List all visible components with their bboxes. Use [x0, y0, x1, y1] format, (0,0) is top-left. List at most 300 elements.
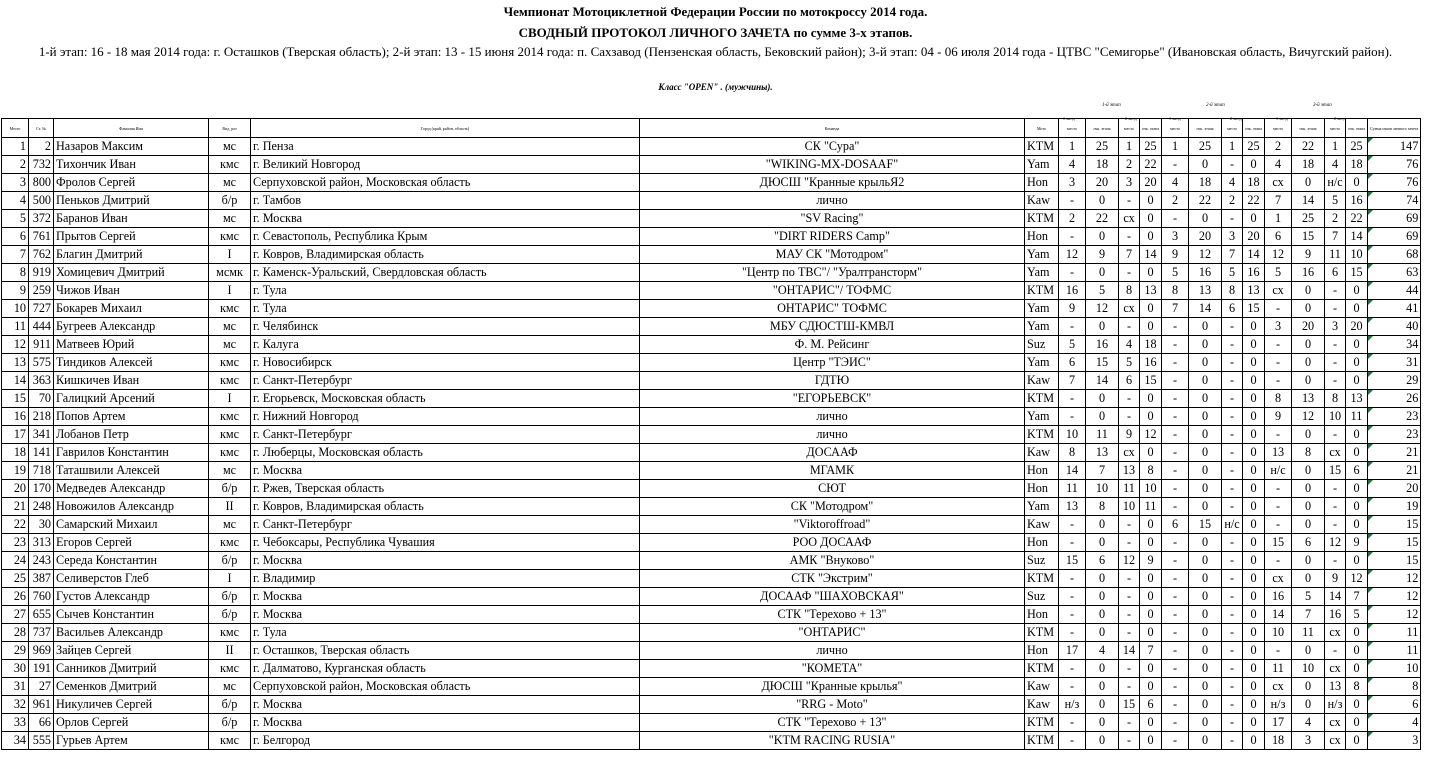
s1-h1-place-cell: 15	[1059, 552, 1086, 570]
s1-h2-points-cell: 25	[1140, 138, 1162, 156]
moto-cell: KTM	[1025, 714, 1059, 732]
s1-h1-place-cell: 10	[1059, 426, 1086, 444]
col-s2-h2-points: очк. этапа	[1243, 119, 1265, 138]
s3-h2-points-cell: 16	[1346, 192, 1368, 210]
s1-h1-points-cell: 25	[1086, 138, 1119, 156]
rider-name-cell: Гаврилов Константин	[54, 444, 209, 462]
s2-h1-place-cell: -	[1162, 642, 1189, 660]
rank-cell: мс	[209, 462, 251, 480]
col-s1-h2-points: очк. этапа	[1140, 119, 1162, 138]
city-cell: г. Нижний Новгород	[251, 408, 640, 426]
place-cell: 22	[2, 516, 29, 534]
rider-name-cell: Попов Артем	[54, 408, 209, 426]
team-cell: СК "Сура"	[640, 138, 1025, 156]
table-row	[2, 228, 1421, 246]
total-points-cell: 21	[1368, 444, 1421, 462]
s2-h2-points-cell: 0	[1243, 462, 1265, 480]
s2-h2-points-cell: 22	[1243, 192, 1265, 210]
s2-h2-place-cell: -	[1222, 642, 1243, 660]
s1-h1-place-cell: 13	[1059, 498, 1086, 516]
moto-cell: KTM	[1025, 390, 1059, 408]
table-row	[2, 156, 1421, 174]
s2-h1-place-cell: 5	[1162, 264, 1189, 282]
s1-h2-place-cell: -	[1119, 606, 1140, 624]
s1-h2-place-cell: -	[1119, 318, 1140, 336]
s1-h1-place-cell: -	[1059, 588, 1086, 606]
s3-h1-points-cell: 10	[1292, 660, 1325, 678]
s2-h1-points-cell: 0	[1189, 372, 1222, 390]
total-points-cell: 76	[1368, 156, 1421, 174]
col-place: Место	[2, 119, 29, 138]
s1-h1-place-cell: 9	[1059, 300, 1086, 318]
s2-h2-place-cell: -	[1222, 696, 1243, 714]
moto-cell: Kaw	[1025, 444, 1059, 462]
moto-cell: Yam	[1025, 264, 1059, 282]
s3-h1-place-cell: 6	[1265, 228, 1292, 246]
total-points-cell: 6	[1368, 696, 1421, 714]
s2-h1-points-cell: 0	[1189, 570, 1222, 588]
s3-h2-place-cell: -	[1325, 336, 1346, 354]
s1-h2-points-cell: 11	[1140, 498, 1162, 516]
s1-h2-place-cell: 12	[1119, 552, 1140, 570]
team-cell: АМК "Внуково"	[640, 552, 1025, 570]
total-points-cell: 23	[1368, 408, 1421, 426]
s3-h2-points-cell: 9	[1346, 534, 1368, 552]
rider-name-cell: Никуличев Сергей	[54, 696, 209, 714]
team-cell: лично	[640, 192, 1025, 210]
s1-h1-points-cell: 0	[1086, 732, 1119, 750]
s1-h1-points-cell: 0	[1086, 516, 1119, 534]
s2-h2-points-cell: 0	[1243, 156, 1265, 174]
place-cell: 32	[2, 696, 29, 714]
total-points-cell: 11	[1368, 624, 1421, 642]
s2-h1-points-cell: 0	[1189, 390, 1222, 408]
rank-cell: кмс	[209, 534, 251, 552]
s2-h2-points-cell: 0	[1243, 660, 1265, 678]
s3-h2-points-cell: 12	[1346, 570, 1368, 588]
col-s2-h2-place: место	[1222, 119, 1243, 138]
s1-h1-points-cell: 8	[1086, 498, 1119, 516]
rank-cell: кмс	[209, 444, 251, 462]
stage-3-label: 3-й этап	[1313, 103, 1332, 108]
table-row	[2, 714, 1421, 732]
s1-h2-points-cell: 0	[1140, 588, 1162, 606]
s2-h1-place-cell: -	[1162, 426, 1189, 444]
s1-h1-place-cell: -	[1059, 264, 1086, 282]
rider-name-cell: Самарский Михаил	[54, 516, 209, 534]
s2-h2-points-cell: 0	[1243, 642, 1265, 660]
s2-h1-place-cell: -	[1162, 714, 1189, 732]
s1-h2-place-cell: 3	[1119, 174, 1140, 192]
heat-label: 2 заезд	[1230, 116, 1242, 121]
col-s1-h1-points: очк. этапа	[1086, 119, 1119, 138]
moto-cell: Hon	[1025, 642, 1059, 660]
rank-cell: мсмк	[209, 264, 251, 282]
s2-h1-place-cell: 4	[1162, 174, 1189, 192]
s1-h2-place-cell: -	[1119, 192, 1140, 210]
s1-h2-place-cell: 1	[1119, 138, 1140, 156]
s1-h1-place-cell: -	[1059, 624, 1086, 642]
rank-cell: I	[209, 246, 251, 264]
s3-h1-points-cell: 11	[1292, 624, 1325, 642]
s2-h2-points-cell: 16	[1243, 264, 1265, 282]
rider-name-cell: Галицкий Арсений	[54, 390, 209, 408]
s2-h1-place-cell: -	[1162, 480, 1189, 498]
s2-h1-points-cell: 0	[1189, 642, 1222, 660]
city-cell: г. Егорьевск, Московская область	[251, 390, 640, 408]
s1-h2-points-cell: 0	[1140, 606, 1162, 624]
s1-h2-place-cell: 15	[1119, 696, 1140, 714]
team-cell: ОНТАРИС" ТОФМС	[640, 300, 1025, 318]
team-cell: ДЮСШ "Кранные крыльЯ2	[640, 174, 1025, 192]
s3-h1-points-cell: 22	[1292, 138, 1325, 156]
moto-cell: Yam	[1025, 408, 1059, 426]
s3-h1-place-cell: сх	[1265, 678, 1292, 696]
rank-cell: кмс	[209, 408, 251, 426]
s2-h2-points-cell: 0	[1243, 318, 1265, 336]
city-cell: г. Белгород	[251, 732, 640, 750]
place-cell: 12	[2, 336, 29, 354]
s3-h1-place-cell: 13	[1265, 444, 1292, 462]
s2-h2-place-cell: 1	[1222, 138, 1243, 156]
city-cell: г. Ржев, Тверская область	[251, 480, 640, 498]
city-cell: г. Пенза	[251, 138, 640, 156]
start-no-cell: 363	[29, 372, 54, 390]
moto-cell: KTM	[1025, 210, 1059, 228]
table-row	[2, 498, 1421, 516]
s1-h1-points-cell: 0	[1086, 192, 1119, 210]
s1-h1-place-cell: 7	[1059, 372, 1086, 390]
start-no-cell: 2	[29, 138, 54, 156]
table-row	[2, 318, 1421, 336]
s3-h1-place-cell: 4	[1265, 156, 1292, 174]
team-cell: МГАМК	[640, 462, 1025, 480]
s3-h1-points-cell: 15	[1292, 228, 1325, 246]
team-cell: "КОМЕТА"	[640, 660, 1025, 678]
s2-h1-place-cell: -	[1162, 372, 1189, 390]
moto-cell: Yam	[1025, 300, 1059, 318]
s1-h2-points-cell: 0	[1140, 714, 1162, 732]
s3-h1-points-cell: 20	[1292, 318, 1325, 336]
rank-cell: мс	[209, 138, 251, 156]
rank-cell: I	[209, 390, 251, 408]
rider-name-cell: Гурьев Артем	[54, 732, 209, 750]
rider-name-cell: Новожилов Александр	[54, 498, 209, 516]
total-points-cell: 12	[1368, 606, 1421, 624]
s3-h2-place-cell: 4	[1325, 156, 1346, 174]
s2-h2-place-cell: 2	[1222, 192, 1243, 210]
s2-h1-place-cell: -	[1162, 732, 1189, 750]
table-row	[2, 480, 1421, 498]
s3-h2-place-cell: -	[1325, 282, 1346, 300]
table-row	[2, 570, 1421, 588]
s2-h1-place-cell: -	[1162, 624, 1189, 642]
rider-name-cell: Тихончик Иван	[54, 156, 209, 174]
total-points-cell: 21	[1368, 462, 1421, 480]
team-cell: Ф. М. Рейсинг	[640, 336, 1025, 354]
s3-h2-place-cell: сх	[1325, 444, 1346, 462]
place-cell: 6	[2, 228, 29, 246]
heat-label: 1 заезд	[1169, 116, 1181, 121]
total-points-cell: 8	[1368, 678, 1421, 696]
s1-h2-points-cell: 20	[1140, 174, 1162, 192]
s1-h1-place-cell: 6	[1059, 354, 1086, 372]
start-no-cell: 444	[29, 318, 54, 336]
team-cell: "WIKING-MX-DOSAAF"	[640, 156, 1025, 174]
city-cell: г. Тамбов	[251, 192, 640, 210]
s3-h2-place-cell: -	[1325, 480, 1346, 498]
s2-h1-place-cell: 6	[1162, 516, 1189, 534]
s3-h1-place-cell: -	[1265, 480, 1292, 498]
s2-h2-points-cell: 0	[1243, 480, 1265, 498]
place-cell: 2	[2, 156, 29, 174]
moto-cell: Yam	[1025, 156, 1059, 174]
s2-h1-points-cell: 0	[1189, 498, 1222, 516]
s3-h1-place-cell: 15	[1265, 534, 1292, 552]
s2-h2-points-cell: 0	[1243, 354, 1265, 372]
s1-h2-place-cell: -	[1119, 714, 1140, 732]
col-rank: Вид. раз	[209, 119, 251, 138]
rider-name-cell: Бугреев Александр	[54, 318, 209, 336]
s3-h2-points-cell: 11	[1346, 408, 1368, 426]
s2-h2-points-cell: 0	[1243, 588, 1265, 606]
s1-h2-points-cell: 0	[1140, 516, 1162, 534]
s1-h2-place-cell: 14	[1119, 642, 1140, 660]
rider-name-cell: Тиндиков Алексей	[54, 354, 209, 372]
rider-name-cell: Матвеев Юрий	[54, 336, 209, 354]
s3-h2-place-cell: сх	[1325, 732, 1346, 750]
s1-h1-points-cell: 14	[1086, 372, 1119, 390]
team-cell: РОО ДОСААФ	[640, 534, 1025, 552]
total-points-cell: 10	[1368, 660, 1421, 678]
start-no-cell: 961	[29, 696, 54, 714]
total-points-cell: 3	[1368, 732, 1421, 750]
city-cell: г. Москва	[251, 552, 640, 570]
city-cell: г. Люберцы, Московская область	[251, 444, 640, 462]
s1-h2-place-cell: 8	[1119, 282, 1140, 300]
s3-h2-place-cell: 12	[1325, 534, 1346, 552]
total-points-cell: 69	[1368, 228, 1421, 246]
rank-cell: б/р	[209, 696, 251, 714]
s3-h2-place-cell: н/с	[1325, 174, 1346, 192]
s3-h2-place-cell: 5	[1325, 192, 1346, 210]
total-points-cell: 11	[1368, 642, 1421, 660]
s2-h2-points-cell: 0	[1243, 678, 1265, 696]
rank-cell: I	[209, 570, 251, 588]
moto-cell: Suz	[1025, 588, 1059, 606]
rank-cell: кмс	[209, 732, 251, 750]
stage-2-label: 2-й этап	[1206, 103, 1225, 108]
s2-h1-points-cell: 0	[1189, 354, 1222, 372]
col-s1-h1-place: место	[1059, 119, 1086, 138]
total-points-cell: 4	[1368, 714, 1421, 732]
s3-h2-place-cell: -	[1325, 642, 1346, 660]
moto-cell: KTM	[1025, 732, 1059, 750]
place-cell: 18	[2, 444, 29, 462]
s1-h2-place-cell: 11	[1119, 480, 1140, 498]
s2-h2-points-cell: 0	[1243, 696, 1265, 714]
col-s3-h2-place: место	[1325, 119, 1346, 138]
start-no-cell: 760	[29, 588, 54, 606]
s2-h1-place-cell: -	[1162, 336, 1189, 354]
s3-h1-points-cell: 0	[1292, 336, 1325, 354]
s3-h1-points-cell: 13	[1292, 390, 1325, 408]
s2-h2-points-cell: 25	[1243, 138, 1265, 156]
stages-description: 1-й этап: 16 - 18 мая 2014 года: г. Осташков (Тверская область); 2-й этап: 13 - 15 июня 2014 года: п. Сахзавод (Пензенская область, Бековский район); 3-й этап: 04 - 06 июля 2014 года - ЦТВС "Семигорье" (Ивановская область, Вичугский район).	[38, 44, 1393, 59]
moto-cell: Yam	[1025, 318, 1059, 336]
moto-cell: Kaw	[1025, 696, 1059, 714]
s3-h2-points-cell: 0	[1346, 732, 1368, 750]
start-no-cell: 969	[29, 642, 54, 660]
s2-h1-points-cell: 0	[1189, 714, 1222, 732]
s2-h2-place-cell: -	[1222, 678, 1243, 696]
s3-h1-points-cell: 3	[1292, 732, 1325, 750]
s3-h1-place-cell: 17	[1265, 714, 1292, 732]
start-no-cell: 718	[29, 462, 54, 480]
results-table	[1, 118, 1421, 750]
rank-cell: мс	[209, 336, 251, 354]
s3-h1-place-cell: 12	[1265, 246, 1292, 264]
rider-name-cell: Лобанов Петр	[54, 426, 209, 444]
s3-h1-points-cell: 0	[1292, 678, 1325, 696]
rank-cell: б/р	[209, 714, 251, 732]
start-no-cell: 919	[29, 264, 54, 282]
moto-cell: Yam	[1025, 354, 1059, 372]
moto-cell: KTM	[1025, 660, 1059, 678]
heat-label: 1 заезд	[1063, 116, 1075, 121]
start-no-cell: 218	[29, 408, 54, 426]
rider-name-cell: Егоров Сергей	[54, 534, 209, 552]
s3-h1-points-cell: 0	[1292, 174, 1325, 192]
place-cell: 5	[2, 210, 29, 228]
s1-h2-points-cell: 0	[1140, 732, 1162, 750]
s2-h1-points-cell: 0	[1189, 606, 1222, 624]
s1-h1-place-cell: 14	[1059, 462, 1086, 480]
place-cell: 16	[2, 408, 29, 426]
s2-h2-place-cell: -	[1222, 156, 1243, 174]
rider-name-cell: Пеньков Дмитрий	[54, 192, 209, 210]
moto-cell: Hon	[1025, 228, 1059, 246]
rider-name-cell: Баранов Иван	[54, 210, 209, 228]
s3-h2-points-cell: 0	[1346, 552, 1368, 570]
s2-h1-points-cell: 0	[1189, 156, 1222, 174]
s2-h2-place-cell: -	[1222, 462, 1243, 480]
rank-cell: б/р	[209, 606, 251, 624]
start-no-cell: 313	[29, 534, 54, 552]
s2-h2-points-cell: 0	[1243, 210, 1265, 228]
s2-h2-place-cell: -	[1222, 552, 1243, 570]
s3-h2-place-cell: 15	[1325, 462, 1346, 480]
s1-h2-points-cell: 22	[1140, 156, 1162, 174]
s2-h1-place-cell: 9	[1162, 246, 1189, 264]
s3-h1-points-cell: 6	[1292, 534, 1325, 552]
team-cell: СТК "Терехово + 13"	[640, 606, 1025, 624]
s1-h2-points-cell: 0	[1140, 660, 1162, 678]
table-row	[2, 444, 1421, 462]
s1-h2-place-cell: 2	[1119, 156, 1140, 174]
rank-cell: б/р	[209, 588, 251, 606]
place-cell: 17	[2, 426, 29, 444]
s1-h1-place-cell: -	[1059, 570, 1086, 588]
s1-h1-place-cell: -	[1059, 714, 1086, 732]
place-cell: 21	[2, 498, 29, 516]
s2-h2-points-cell: 0	[1243, 552, 1265, 570]
city-cell: г. Москва	[251, 606, 640, 624]
rank-cell: кмс	[209, 228, 251, 246]
s2-h2-place-cell: -	[1222, 570, 1243, 588]
total-points-cell: 63	[1368, 264, 1421, 282]
place-cell: 11	[2, 318, 29, 336]
s2-h1-points-cell: 0	[1189, 696, 1222, 714]
s3-h2-place-cell: 14	[1325, 588, 1346, 606]
s3-h2-points-cell: 5	[1346, 606, 1368, 624]
s1-h1-points-cell: 16	[1086, 336, 1119, 354]
s2-h1-place-cell: -	[1162, 318, 1189, 336]
team-cell: лично	[640, 642, 1025, 660]
s2-h1-points-cell: 0	[1189, 426, 1222, 444]
s1-h2-points-cell: 0	[1140, 210, 1162, 228]
s3-h1-place-cell: -	[1265, 642, 1292, 660]
city-cell: г. Чебоксары, Республика Чувашия	[251, 534, 640, 552]
s2-h2-points-cell: 0	[1243, 732, 1265, 750]
s2-h1-place-cell: -	[1162, 660, 1189, 678]
total-points-cell: 12	[1368, 570, 1421, 588]
s1-h1-points-cell: 0	[1086, 534, 1119, 552]
s2-h1-points-cell: 0	[1189, 408, 1222, 426]
rider-name-cell: Семенков Дмитрий	[54, 678, 209, 696]
city-cell: г. Тула	[251, 300, 640, 318]
rider-name-cell: Селиверстов Глеб	[54, 570, 209, 588]
start-no-cell: 243	[29, 552, 54, 570]
city-cell: г. Севастополь, Республика Крым	[251, 228, 640, 246]
s3-h1-place-cell: 18	[1265, 732, 1292, 750]
rider-name-cell: Санников Дмитрий	[54, 660, 209, 678]
s2-h2-points-cell: 0	[1243, 390, 1265, 408]
s1-h1-points-cell: 0	[1086, 228, 1119, 246]
s2-h1-points-cell: 0	[1189, 210, 1222, 228]
s3-h2-place-cell: 2	[1325, 210, 1346, 228]
table-row	[2, 660, 1421, 678]
s2-h1-place-cell: -	[1162, 570, 1189, 588]
s3-h1-points-cell: 16	[1292, 264, 1325, 282]
s1-h2-place-cell: 5	[1119, 354, 1140, 372]
rider-name-cell: Благин Дмитрий	[54, 246, 209, 264]
s3-h2-place-cell: 16	[1325, 606, 1346, 624]
s2-h2-points-cell: 0	[1243, 624, 1265, 642]
s1-h2-place-cell: 10	[1119, 498, 1140, 516]
city-cell: г. Тула	[251, 624, 640, 642]
place-cell: 24	[2, 552, 29, 570]
s1-h2-points-cell: 10	[1140, 480, 1162, 498]
start-no-cell: 655	[29, 606, 54, 624]
s2-h1-place-cell: -	[1162, 552, 1189, 570]
rider-name-cell: Чижов Иван	[54, 282, 209, 300]
place-cell: 13	[2, 354, 29, 372]
s1-h1-place-cell: -	[1059, 678, 1086, 696]
s3-h1-place-cell: 16	[1265, 588, 1292, 606]
s3-h2-place-cell: 13	[1325, 678, 1346, 696]
s3-h1-place-cell: -	[1265, 516, 1292, 534]
rider-name-cell: Бокарев Михаил	[54, 300, 209, 318]
s2-h1-points-cell: 0	[1189, 336, 1222, 354]
rank-cell: кмс	[209, 156, 251, 174]
col-s3-h1-place: место	[1265, 119, 1292, 138]
s3-h1-points-cell: 0	[1292, 552, 1325, 570]
place-cell: 3	[2, 174, 29, 192]
s3-h2-points-cell: 0	[1346, 282, 1368, 300]
s2-h2-points-cell: 0	[1243, 534, 1265, 552]
s1-h2-points-cell: 16	[1140, 354, 1162, 372]
